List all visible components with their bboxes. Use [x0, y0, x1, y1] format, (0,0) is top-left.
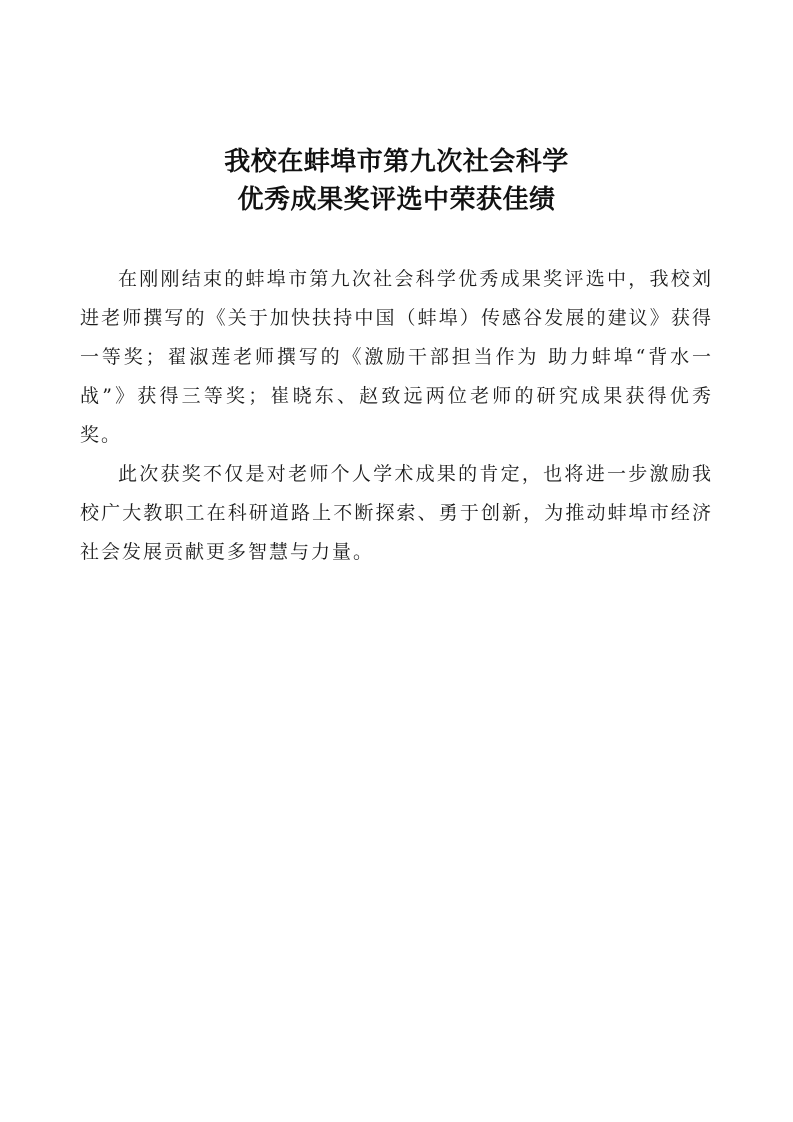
title-line-1: 我校在蚌埠市第九次社会科学	[224, 147, 569, 177]
paragraph-2: 此次获奖不仅是对老师个人学术成果的肯定，也将进一步激励我校广大教职工在科研道路上不断探索、勇于创新，为推动蚌埠市经济社会发展贡献更多智慧与力量。	[80, 463, 713, 563]
document-title	[0, 143, 793, 219]
document-body	[80, 260, 713, 572]
paragraph-1: 在刚刚结束的蚌埠市第九次社会科学优秀成果奖评选中，我校刘进老师撰写的《关于加快扶持中国（蚌埠）传感谷发展的建议》获得一等奖；翟淑莲老师撰写的《激励干部担当作为 助力蚌埠“背水一战”》获得三等奖；崔晓东、赵致远两位老师的研究成果获得优秀奖。	[80, 268, 713, 446]
title-line-2: 优秀成果奖评选中荣获佳绩	[237, 185, 556, 215]
